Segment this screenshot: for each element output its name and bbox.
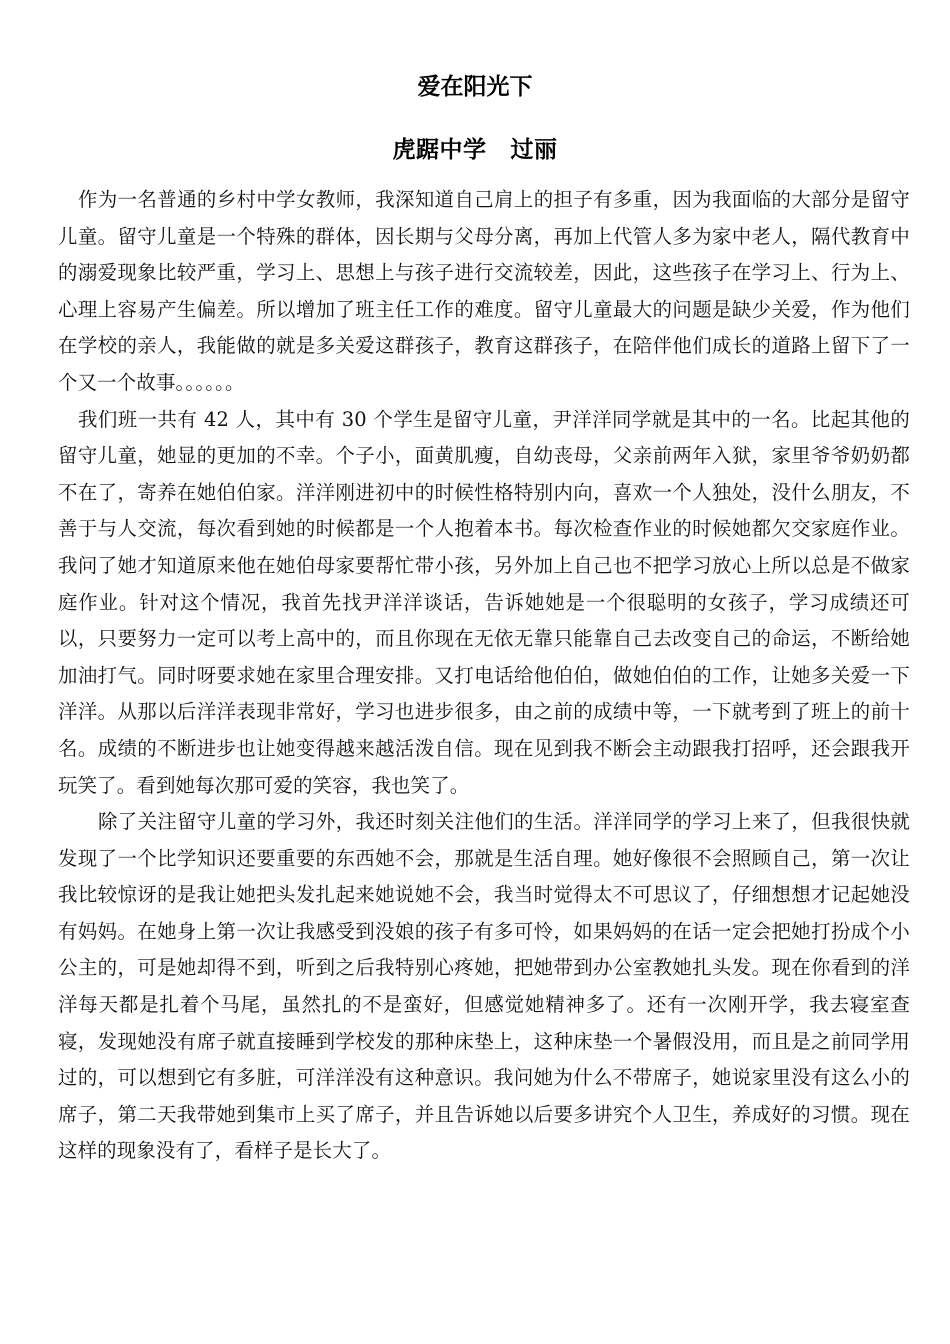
byline-author: 过丽 <box>510 137 558 163</box>
document-byline <box>0 135 950 165</box>
paragraph-2: 我们班一共有 42 人，其中有 30 个学生是留守儿童，尹洋洋同学就是其中的一名。比起其他的留守儿童，她显的更加的不幸。个子小，面黄肌瘦，自幼丧母，父亲前两年入狱，家里爷爷奶奶都不在了，寄养在她伯伯家。洋洋刚进初中的时候性格特别内向，喜欢一个人独处，没什么朋友，不善于与人交流，每次看到她的时候都是一个人抱着本书。每次检查作业的时候她都欠交家庭作业。我问了她才知道原来他在她伯母家要帮忙带小孩，另外加上自己也不把学习放心上所以总是不做家庭作业。针对这个情况，我首先找尹洋洋谈话，告诉她她是一个很聪明的女孩子，学习成绩还可以，只要努力一定可以考上高中的，而且你现在无依无靠只能靠自己去改变自己的命运，不断给她加油打气。同时呀要求她在家里合理安排。又打电话给他伯伯，做她伯伯的工作，让她多关爱一下洋洋。从那以后洋洋表现非常好，学习也进步很多，由之前的成绩中等，一下就考到了班上的前十名。成绩的不断进步也让她变得越来越活泼自信。现在见到我不断会主动跟我打招呼，还会跟我开玩笑了。看到她每次那可爱的笑容，我也笑了。 <box>58 407 910 797</box>
paragraph-3: 除了关注留守儿童的学习外，我还时刻关注他们的生活。洋洋同学的学习上来了，但我很快就发现了一个比学知识还要重要的东西她不会，那就是生活自理。她好像很不会照顾自己，第一次让我比较惊讶的是我让她把头发扎起来她说她不会，我当时觉得太不可思议了，仔细想想才记起她没有妈妈。在她身上第一次让我感受到没娘的孩子有多可怜，如果妈妈的在话一定会把她打扮成个小公主的，可是她却得不到，听到之后我特别心疼她，把她带到办公室教她扎头发。现在你看到的洋洋每天都是扎着个马尾，虽然扎的不是蛮好，但感觉她精神多了。还有一次刚开学，我去寝室查寝，发现她没有席子就直接睡到学校发的那种床垫上，这种床垫一个暑假没用，而且是之前同学用过的，可以想到它有多脏，可洋洋没有这种意识。我问她为什么不带席子，她说家里没有这么小的席子，第二天我带她到集市上买了席子，并且告诉她以后要多讲究个人卫生，养成好的习惯。现在这样的现象没有了，看样子是长大了。 <box>58 810 910 1163</box>
document-body <box>58 182 910 1170</box>
byline-school: 虎踞中学 <box>392 137 487 163</box>
document-title: 爱在阳光下 <box>417 74 533 100</box>
paragraph-1: 作为一名普通的乡村中学女教师，我深知道自己肩上的担子有多重，因为我面临的大部分是留守儿童。留守儿童是一个特殊的群体，因长期与父母分离，再加上代管人多为家中老人，隔代教育中的溺爱现象比较严重，学习上、思想上与孩子进行交流较差，因此，这些孩子在学习上、行为上、心理上容易产生偏差。所以增加了班主任工作的难度。留守儿童最大的问题是缺少关爱，作为他们在学校的亲人，我能做的就是多关爱这群孩子，教育这群孩子，在陪伴他们成长的道路上留下了一个又一个故事。。。。。。 <box>58 188 910 394</box>
